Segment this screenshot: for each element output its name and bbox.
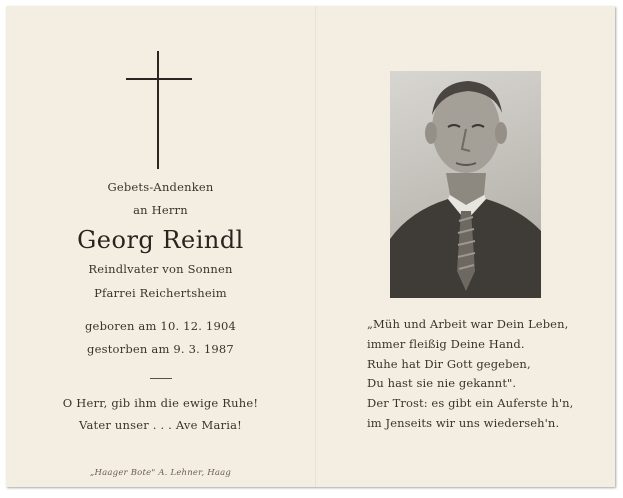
deceased-name: Georg Reindl	[77, 226, 244, 254]
divider-line	[150, 378, 172, 379]
right-panel	[317, 6, 615, 487]
verse-line-4: Du hast sie nie gekannt".	[367, 376, 517, 390]
cross-horizontal-bar	[126, 78, 192, 80]
portrait-photo	[390, 71, 541, 298]
verse-line-1: „Müh und Arbeit war Dein Leben,	[367, 317, 569, 331]
portrait-illustration	[390, 71, 541, 298]
title-line-2: Pfarrei Reichertsheim	[94, 286, 227, 300]
left-panel	[6, 6, 315, 487]
title-line-1: Reindlvater von Sonnen	[88, 262, 233, 276]
heading-line-2: an Herrn	[133, 203, 188, 217]
cross-vertical-bar	[157, 51, 159, 169]
birth-date: geboren am 10. 12. 1904	[85, 319, 236, 333]
verse-line-3: Ruhe hat Dir Gott gegeben,	[367, 357, 531, 371]
memorial-card	[6, 6, 615, 487]
verse-line-6: im Jenseits wir uns wiederseh'n.	[367, 416, 560, 430]
verse-line-5: Der Trost: es gibt ein Auferste h'n,	[367, 396, 574, 410]
prayer-line-1: O Herr, gib ihm die ewige Ruhe!	[62, 396, 259, 410]
printer-imprint: „Haager Bote" A. Lehner, Haag	[89, 468, 232, 478]
heading-line-1: Gebets-Andenken	[107, 180, 214, 194]
prayer-line-2: Vater unser . . . Ave Maria!	[79, 418, 242, 432]
verse-line-2: immer fleißig Deine Hand.	[367, 337, 525, 351]
death-date: gestorben am 9. 3. 1987	[87, 342, 234, 356]
